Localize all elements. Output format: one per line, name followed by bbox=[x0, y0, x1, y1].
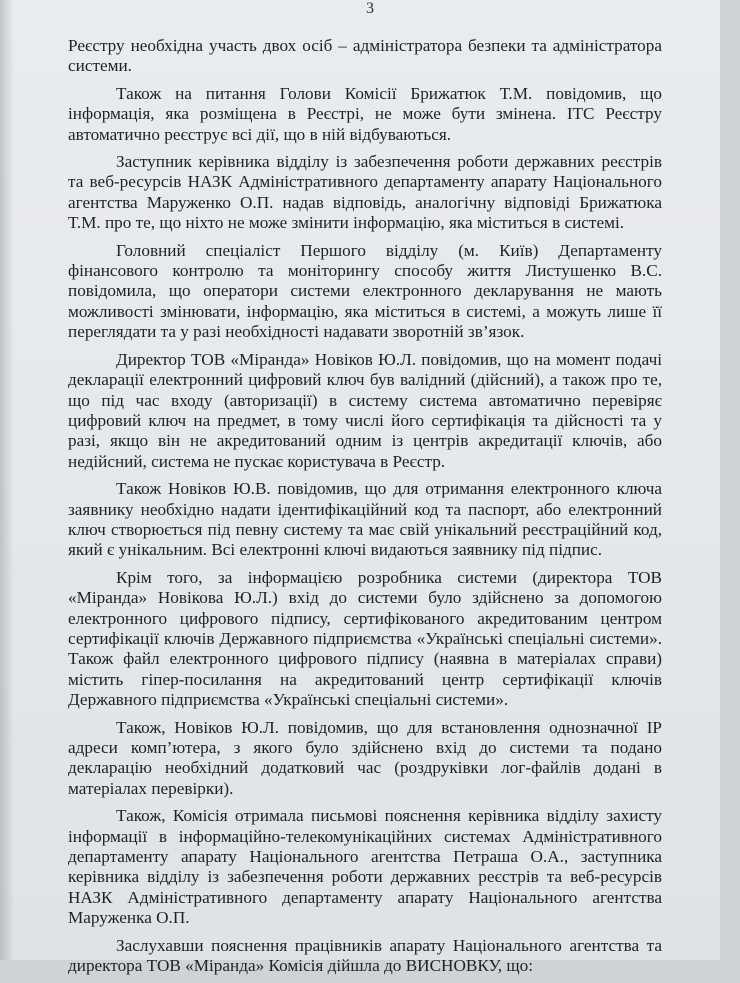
paragraph: Також, Комісія отримала письмові пояснення керівника відділу захисту інформації в інформаційно-телекомунікаційних системах Адміністративного департаменту апарату Національного агентства Петраша О.А., заступника керівника відділу із забезпечення роботи державних реєстрів та веб-ресурсів НАЗК Адміністративного департаменту апарату Національного агентства Маруженка О.П. bbox=[68, 806, 662, 928]
paragraph: Директор ТОВ «Міранда» Новіков Ю.Л. повідомив, що на момент подачі декларації електронний цифровий ключ був валідний (дійсний), а також про те, що під час входу (авторизації) в систему система автоматично перевіряє цифровий ключ на предмет, в тому числі його сертифікація та дійсності та у разі, якщо він не акредитований одним із центрів акредитації ключів, або недійсний, система не пускає користувача в Реєстр. bbox=[68, 349, 662, 471]
paragraph: Також Новіков Ю.В. повідомив, що для отримання електронного ключа заявнику необхідно надати ідентифікаційний код та паспорт, або електронний ключ створюється під певну систему та має свій унікальний реєстраційний код, який є унікальним. Всі електронні ключі видаються заявнику під підпис. bbox=[68, 479, 662, 560]
paragraph: Головний спеціаліст Першого відділу (м. Київ) Департаменту фінансового контролю та моніторингу способу життя Листушенко В.С. повідомила, що оператори системи електронного декларування не мають можливості змінювати, інформацію, яка міститься в системі, а можуть лише її переглядати та у разі необхідності надавати зворотній зв’язок. bbox=[68, 240, 662, 342]
paragraph: Також на питання Голови Комісії Брижатюк Т.М. повідомив, що інформація, яка розміщена в Реєстрі, не може бути змінена. ІТС Реєстру автоматично реєструє всі дії, що в ній відбуваються. bbox=[68, 83, 662, 144]
paragraph: Крім того, за інформацією розробника системи (директора ТОВ «Міранда» Новікова Ю.Л.) вхід до системи було здійснено за допомогою електронного цифрового підпису, сертифікованого акредитованим центром сертифікації ключів Державного підприємства «Українські спеціальні системи». Також файл електронного цифрового підпису (наявна в матеріалах справи) містить гіпер-посилання на акредитований центр сертифікації ключів Державного підприємства «Українські спеціальні системи». bbox=[68, 567, 662, 710]
page-edge-shadow bbox=[0, 0, 14, 960]
page-number: 3 bbox=[366, 0, 374, 17]
document-body bbox=[68, 36, 662, 983]
paragraph: Заступник керівника відділу із забезпечення роботи державних реєстрів та веб-ресурсів НАЗК Адміністративного департаменту апарату Національного агентства Маруженко О.П. надав відповідь, аналогічну відповіді Брижатюка Т.М. про те, що ніхто не може змінити інформацію, яка міститься в системі. bbox=[68, 152, 662, 233]
paragraph-continuation: Реєстру необхідна участь двох осіб – адміністратора безпеки та адміністратора системи. bbox=[68, 36, 662, 76]
paragraph: Також, Новіков Ю.Л. повідомив, що для встановлення однозначної IP адреси комп’ютера, з якого було здійснено вхід до системи та подано декларацію необхідний додатковий час (роздруківки лог-файлів додані в матеріалах перевірки). bbox=[68, 717, 662, 798]
paragraph-conclusion: Заслухавши пояснення працівників апарату Національного агентства та директора ТОВ «Міранда» Комісія дійшла до ВИСНОВКУ, що: bbox=[68, 935, 662, 976]
